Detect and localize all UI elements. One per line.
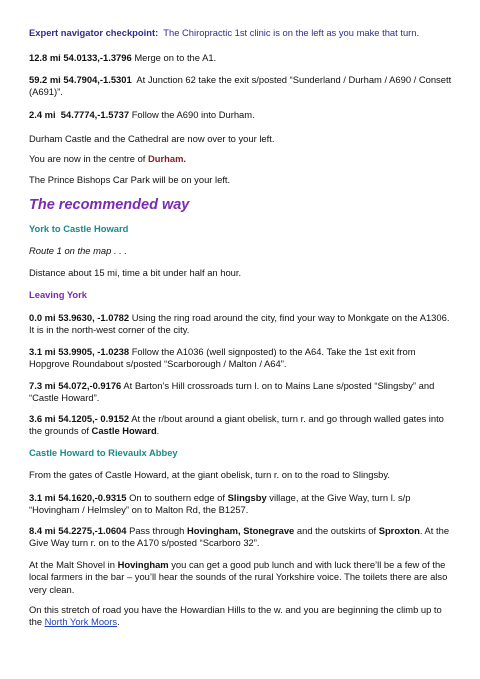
step-obelisk <box>29 413 454 438</box>
checkpoint-note <box>29 27 454 39</box>
centre-prefix: You are now in the centre of <box>29 153 149 164</box>
step-coords: 54.2275,-1.0604 <box>58 525 127 536</box>
step-a690 <box>29 109 454 121</box>
place-slingsby: Slingsby <box>227 492 267 503</box>
step-coords: 54.1620,-0.9315 <box>58 492 127 503</box>
centre-place: Durham. <box>148 153 187 164</box>
step-text-cont: . At the Give Way turn r. on to the A170 s/posted “Scarboro 32”. <box>29 525 450 549</box>
para-centre <box>29 153 454 165</box>
step-hovingham <box>29 525 454 550</box>
step-text-mid: and the outskirts of <box>294 525 379 536</box>
para-malt-shovel <box>29 559 454 596</box>
step-text: Follow the A690 into Durham. <box>131 109 255 120</box>
step-ring-road <box>29 312 454 337</box>
step-distance: 3.1 mi <box>29 346 56 357</box>
step-coords: 54.7774,-1.5737 <box>60 109 130 120</box>
step-distance: 7.3 mi <box>29 380 56 391</box>
step-text: Follow the A1036 (well signposted) to the A64. Take the 1st exit from Hopgrove Roundabout s/posted “Scarborough / Malton / A64”. <box>29 346 416 370</box>
step-text: At Barton’s Hill crossroads turn l. on to Mains Lane s/posted “Slingsby” and “Castle Howard”. <box>29 380 435 404</box>
step-coords: 54.7904,-1.5301 <box>63 74 132 85</box>
step-coords: 54.072,-0.9176 <box>58 380 122 391</box>
step-slingsby <box>29 492 454 517</box>
step-distance: 0.0 mi <box>29 312 56 323</box>
step-coords: 53.9905, -1.0238 <box>58 346 130 357</box>
checkpoint-text: The Chiropractic 1st clinic is on the left as you make that turn. <box>163 27 420 38</box>
step-coords: 54.1205,- 0.9152 <box>58 413 130 424</box>
section-title-castle-howard-rievaulx: Castle Howard to Rievaulx Abbey <box>29 447 178 458</box>
step-text: On to southern edge of <box>129 492 228 503</box>
step-a1036 <box>29 346 454 371</box>
step-a1 <box>29 52 454 64</box>
step-distance: 59.2 mi <box>29 74 61 85</box>
step-coords: 53.9630, -1.0782 <box>58 312 130 323</box>
step-junction-62 <box>29 74 454 99</box>
step-barton-hill <box>29 380 454 405</box>
step-text: At the r/bout around a giant obelisk, turn r. and go through walled gates into the grounds of <box>29 413 444 437</box>
route-note: Route 1 on the map . . . <box>29 245 127 256</box>
final-text-end: . <box>117 616 120 628</box>
para-howardian-hills <box>29 604 454 629</box>
place-hovingham-stonegrave: Hovingham, Stonegrave <box>186 525 295 536</box>
place-hovingham: Hovingham <box>117 559 169 570</box>
para-castle-cathedral: Durham Castle and the Cathedral are now over to your left. <box>29 133 275 144</box>
step-text: Using the ring road around the city, find your way to Monkgate on the A1306. It is in the north-west corner of the city. <box>29 312 450 336</box>
step-text: Pass through <box>129 525 187 536</box>
step-text: At Junction 62 take the exit s/posted “Sunderland / Durham / A690 / Consett (A691)”. <box>29 74 452 98</box>
step-distance: 3.6 mi <box>29 413 56 424</box>
step-text-cont: village, at the Give Way, turn l. s/p “Hovingham / Helmsley” on to Malton Rd, the B1257. <box>29 492 411 516</box>
step-distance: 12.8 mi <box>29 52 61 63</box>
step-text-end: . <box>156 425 160 437</box>
checkpoint-label: Expert navigator checkpoint: <box>29 27 159 38</box>
step-coords: 54.0133,-1.3796 <box>63 52 132 63</box>
subheading-leaving-york: Leaving York <box>29 289 88 300</box>
step-distance: 8.4 mi <box>29 525 56 536</box>
place-sproxton: Sproxton <box>378 525 420 536</box>
malt-text-cont: you can get a good pub lunch and with luck there’ll be a few of the local farmers in the bar – you’ll hear the sounds of the rural Yorkshire voice. The toilets there are also very clean. <box>29 559 448 595</box>
step-text: Merge on to the A1. <box>134 52 217 63</box>
para-gates: From the gates of Castle Howard, at the giant obelisk, turn r. on to the road to Slingsby. <box>29 469 390 480</box>
place-castle-howard: Castle Howard <box>91 425 157 437</box>
distance-note: Distance about 15 mi, time a bit under half an hour. <box>29 267 242 278</box>
final-text: On this stretch of road you have the Howardian Hills to the w. and you are beginning the climb up to the <box>29 604 442 628</box>
step-distance: 3.1 mi <box>29 492 56 503</box>
link-north-york-moors[interactable]: North York Moors <box>44 616 118 628</box>
section-title-york-castle-howard: York to Castle Howard <box>29 223 129 234</box>
malt-text: At the Malt Shovel in <box>29 559 118 570</box>
step-distance: 2.4 mi <box>29 109 56 120</box>
heading-recommended-way: The recommended way <box>29 197 190 213</box>
para-car-park: The Prince Bishops Car Park will be on your left. <box>29 174 231 185</box>
